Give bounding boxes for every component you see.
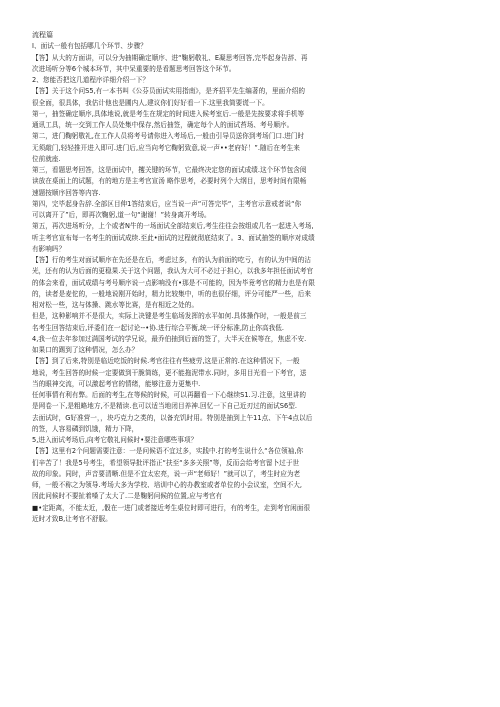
text-line: 但是，这种影响并不是很大，实际上决键是考生临场发挥的水平如何.具体操作时，一般是前三 — [32, 312, 307, 321]
text-line: 故的印象。同时，声音要清晰.但是不宜太宏亮，说一声“老师好！”就可以了，考生时应为老 — [32, 469, 301, 478]
document-title: 流程篇 — [32, 31, 54, 39]
text-line: 名考生回答结束后,评委们在一起讨论--•协.进行综合平衡,统一评分标准,防止你高我低. — [32, 323, 285, 332]
text-line: 【答】到了后来,特别是临近吃饭的时候.考官往往有些疲劳,这是正常的.在这种情况下，一般 — [32, 357, 300, 366]
text-line: 无须敲门,轻轻推开进入即可.进门后,应当向考它鞠躬致意,说一声••老府好！”.随后在考生来 — [32, 143, 300, 152]
text-line: 如果口的踢到了这种情况，怎么办？ — [32, 346, 139, 354]
text-line: 通讯工具，统一交到工作人员处集中保存,然后抽签，确定每个人的面试苔场、考号顺序。 — [32, 121, 294, 129]
text-line: 们辛苦了！我是5号考生，希望领导批评指正“扶至“多多关照”等，反而会给考官留卜过于世 — [32, 458, 300, 467]
text-line: 相对松一些，这与体操、跳水等比赛，是有相近之处的。 — [32, 301, 199, 309]
text-line: 因此问候时不要扯着嗓了太大了.二是鞠躬问候的位置,应与考官有 — [32, 492, 223, 501]
text-line: 第四，完毕起身告辞.全部区目伸1答结束后，应当说一声“可答完毕“，主考官示意戒者说“你 — [32, 199, 302, 208]
text-line: 【答】行的考生对面试顺序在先还是在后，考虑过多，有的认为前面的吃亏，有的认为中间的沾 — [32, 256, 312, 264]
text-line: 当的眼神交流，可以激起考官的情绪，能够注意力更集中. — [32, 379, 201, 388]
text-line: 可以离开了”后，即再次鞠躬,道一句“谢谢！”转身离开考场。 — [32, 211, 211, 219]
text-line: 5,进入面试考场后,向考它敬礼问候时•要注意哪些事项？ — [32, 436, 198, 444]
text-line: 有影响吗？ — [32, 244, 66, 253]
text-line: 【答】这里有2个问题需要注意：一是问候语不宜过多，实践中.打的考生说什么“各位领袖,你 — [32, 447, 304, 456]
text-line: 【答】从大的方面讲，可以分为抽期确定顺序、进“鞠躬敬礼、E凝思考回答,完毕起身告辞、再 — [32, 53, 308, 62]
text-line: 第五，再次进场听分，上个或者N牛的一场面试全部结束后,考生往往会按组或几名一起进入考场, — [32, 222, 314, 231]
text-line: I、面试一般有包括哪几个环节、步骤？ — [32, 42, 147, 51]
text-line: 的，读者是麦佗的，一般地说刚开始时，精力比较集中，听的也很仔细，评分可能严一些，后来 — [32, 289, 312, 298]
document-page — [32, 30, 478, 525]
text-line: 第一，抽签确定顺序,具体地说,就是考生在规定的时间进入候考室后.一般是先按要求将手机等 — [32, 109, 305, 118]
text-line: 速题按顺序回答等内容. — [32, 188, 101, 197]
text-line: 2、您能否把这几道程序详细介绍一下？ — [32, 76, 150, 84]
text-line: 读放在桌面上的试题，有的地方是主考官宣汤 略作思考，必要时列个大纲目，思考时间有限畅 — [32, 177, 307, 186]
document-body — [32, 41, 478, 525]
text-line: 去面试时，G好准营一，，块巧克力之类的，以备充饥时用。特别是抽到上午11点、下午4点以后 — [32, 413, 313, 422]
text-line: 光，还有的认为后面的更稳果.关于这个问题，我认为大可不必过于担心，以我多年担任面试考官 — [32, 267, 314, 276]
text-line: 师，一般不称之为领导.考场大多为学校、培训中心的办教室或者单位的小会议室，空间不大, — [32, 481, 303, 489]
text-line: 是网卷一下,是粗略地方,不是精读.也可以适当地闭目养神.回忆一下自己近刃过的面试S6型. — [32, 402, 298, 411]
text-line: ■•定距离，不能太近，,骰在一进门或者接近考生桌位时即可进行，有的考生，走到考官闲面很 — [32, 503, 311, 512]
text-line: 很全面，很具体，我估计他也是圃内人,建议你们好好看一下.这里我简要谎一下。 — [32, 98, 269, 107]
text-line: 第二，进门鞠躬敬礼,在工作人员将考号请你进入考场后,一般由引导员送你到考场门口.进门时 — [32, 132, 305, 141]
text-line: 第三，看题思考回答，这是面试中，攫关键的环节，它最终决定您的面试成绩.这个环节包含阅 — [32, 166, 307, 174]
text-line: 任何事情有利有弊。后面的考生,在等候的时候，可以再翻看一下心继续S1.习.注意，这里讲的 — [32, 391, 307, 399]
text-line: 的体会来看，面试成绩与考号顺序说一点影响没有•那是不可能的，因为毕竟考官的精力也是有限 — [32, 278, 315, 287]
text-line: 地说，考生回答的时候一定要做到干脆简练，更不能拖泥带水.同时，多用目光看一下考官，送 — [32, 368, 307, 377]
text-line: 近时才致B,让考官不舒服。 — [32, 514, 112, 523]
text-line: 【答】关于这个问S5,有一本书叫《公芬员面试实用指南》，是齐招平先生编著的，里面介绍的 — [32, 87, 306, 96]
text-line: 听主考官宣布每一名考生的面试成续.至此•面试的过程就彻底结束了。3、面试抽签的顺序对成绩 — [32, 233, 315, 242]
text-line: 位前就座. — [32, 154, 61, 163]
text-line: 次进场听分等6个城本环节，其中呆重要的是看题思考回答这个环节。 — [32, 64, 236, 73]
text-line: 4,我一位去年参加过满国考试的学兄说，最乔伯抽到后面的签了，大半天在候等在，焦虑不安. — [32, 334, 307, 343]
text-line: 的签，人容易磷到饥饿，精力下降， — [32, 424, 139, 433]
